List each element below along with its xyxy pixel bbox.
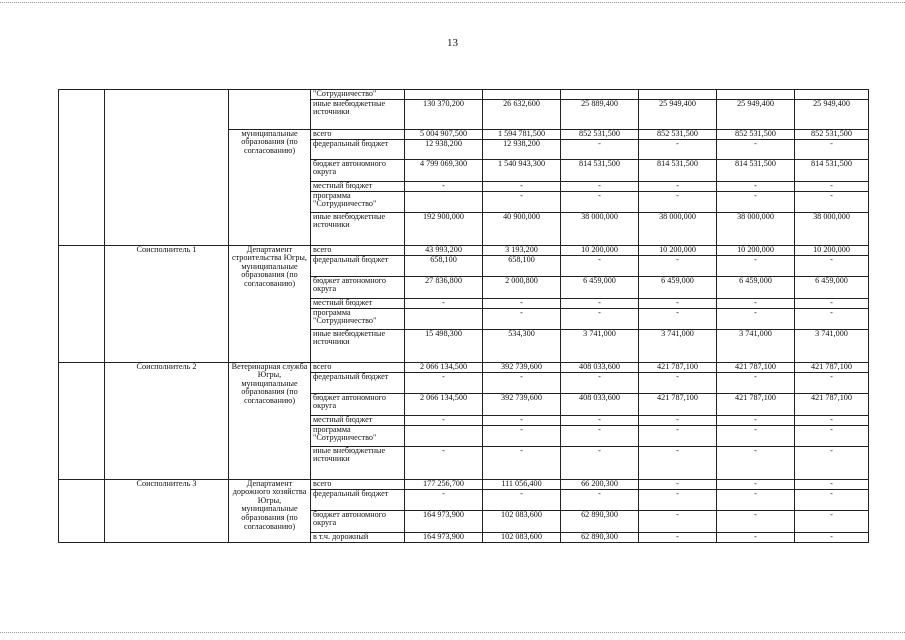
index-cell (59, 90, 105, 246)
executor-role-cell: Соисполнитель 3 (105, 479, 229, 542)
amount-cell: 658,100 (483, 255, 561, 276)
amount-cell: 421 787,100 (717, 393, 795, 415)
amount-cell: 4 799 069,300 (405, 159, 483, 181)
budget-table (58, 89, 869, 543)
funding-source-label: всего (311, 362, 405, 372)
amount-cell: - (405, 372, 483, 393)
amount-cell: 814 531,500 (561, 159, 639, 181)
amount-cell: - (483, 446, 561, 479)
amount-cell: 10 200,000 (639, 245, 717, 255)
amount-cell: 2 000,800 (483, 276, 561, 298)
amount-cell: 38 000,000 (795, 212, 869, 245)
amount-cell: 38 000,000 (561, 212, 639, 245)
amount-cell: - (483, 191, 561, 212)
amount-cell: - (717, 532, 795, 542)
funding-source-label: бюджет автономного округа (311, 159, 405, 181)
amount-cell: 814 531,500 (717, 159, 795, 181)
amount-cell: - (561, 425, 639, 446)
amount-cell: 852 531,500 (561, 129, 639, 139)
amount-cell: - (795, 139, 869, 159)
amount-cell: - (639, 181, 717, 191)
amount-cell: - (483, 415, 561, 425)
amount-cell (483, 90, 561, 100)
amount-cell: 408 033,600 (561, 393, 639, 415)
amount-cell: 164 973,900 (405, 510, 483, 532)
funding-source-label: "Сотрудничество" (311, 90, 405, 100)
index-cell (59, 479, 105, 542)
funding-source-label: местный бюджет (311, 298, 405, 308)
amount-cell: 164 973,900 (405, 532, 483, 542)
amount-cell: - (483, 298, 561, 308)
amount-cell: 12 938,200 (405, 139, 483, 159)
amount-cell: 421 787,100 (795, 362, 869, 372)
amount-cell: - (561, 372, 639, 393)
amount-cell: - (483, 372, 561, 393)
amount-cell: - (405, 415, 483, 425)
table-row (59, 90, 869, 100)
scan-edge-top (0, 2, 905, 4)
amount-cell: - (717, 489, 795, 510)
table-row (59, 362, 869, 372)
amount-cell (717, 90, 795, 100)
amount-cell: - (483, 308, 561, 329)
executor-role-cell: Соисполнитель 2 (105, 362, 229, 479)
amount-cell: - (639, 479, 717, 489)
amount-cell: 3 193,200 (483, 245, 561, 255)
funding-source-label: всего (311, 245, 405, 255)
funding-source-label: местный бюджет (311, 181, 405, 191)
index-cell (59, 245, 105, 362)
funding-source-label: бюджет автономного округа (311, 510, 405, 532)
amount-cell: - (639, 415, 717, 425)
funding-source-label: федеральный бюджет (311, 255, 405, 276)
page-number: 13 (447, 37, 458, 49)
amount-cell: - (639, 532, 717, 542)
amount-cell: - (795, 372, 869, 393)
funding-source-label: федеральный бюджет (311, 372, 405, 393)
amount-cell: - (405, 298, 483, 308)
amount-cell: - (561, 139, 639, 159)
funding-source-label: бюджет автономного округа (311, 393, 405, 415)
amount-cell: 192 900,000 (405, 212, 483, 245)
amount-cell: 392 739,600 (483, 362, 561, 372)
amount-cell: 12 938,200 (483, 139, 561, 159)
funding-source-label: иные внебюджетные источники (311, 329, 405, 362)
amount-cell: 852 531,500 (639, 129, 717, 139)
amount-cell: 3 741,000 (795, 329, 869, 362)
amount-cell: 15 498,300 (405, 329, 483, 362)
amount-cell: 421 787,100 (717, 362, 795, 372)
funding-source-label: иные внебюджетные источники (311, 212, 405, 245)
funding-source-label: бюджет автономного округа (311, 276, 405, 298)
participant-cell: Департамент дорожного хозяйства Югры, муниципальные образования (по согласованию) (229, 479, 311, 542)
amount-cell (405, 90, 483, 100)
amount-cell: 10 200,000 (717, 245, 795, 255)
amount-cell: - (405, 446, 483, 479)
amount-cell (639, 90, 717, 100)
amount-cell: 852 531,500 (717, 129, 795, 139)
funding-source-label: всего (311, 129, 405, 139)
funding-source-label: федеральный бюджет (311, 139, 405, 159)
amount-cell: 3 741,000 (639, 329, 717, 362)
amount-cell: 10 200,000 (561, 245, 639, 255)
funding-source-label: иные внебюджетные источники (311, 99, 405, 129)
participant-cell: Департамент строительства Югры, муниципальные образования (по согласованию) (229, 245, 311, 362)
participant-cell: муниципальные образования (по согласованию) (229, 129, 311, 245)
amount-cell: 5 004 907,500 (405, 129, 483, 139)
amount-cell: - (795, 532, 869, 542)
amount-cell: - (795, 255, 869, 276)
amount-cell (561, 90, 639, 100)
amount-cell: - (639, 489, 717, 510)
amount-cell: - (405, 181, 483, 191)
amount-cell: - (717, 255, 795, 276)
amount-cell: 27 836,800 (405, 276, 483, 298)
amount-cell: 421 787,100 (795, 393, 869, 415)
amount-cell: - (795, 425, 869, 446)
amount-cell: - (639, 191, 717, 212)
amount-cell: 852 531,500 (795, 129, 869, 139)
funding-source-label: программа "Сотрудничество" (311, 191, 405, 212)
amount-cell: - (561, 298, 639, 308)
amount-cell: - (795, 489, 869, 510)
amount-cell: - (639, 298, 717, 308)
amount-cell: 38 000,000 (717, 212, 795, 245)
amount-cell: 6 459,000 (795, 276, 869, 298)
amount-cell: - (483, 425, 561, 446)
amount-cell: - (795, 191, 869, 212)
amount-cell: 177 256,700 (405, 479, 483, 489)
amount-cell: - (795, 298, 869, 308)
amount-cell: 814 531,500 (795, 159, 869, 181)
amount-cell: 38 000,000 (639, 212, 717, 245)
amount-cell: 26 632,600 (483, 99, 561, 129)
amount-cell: 408 033,600 (561, 362, 639, 372)
amount-cell: - (561, 489, 639, 510)
amount-cell: - (717, 446, 795, 479)
amount-cell: 3 741,000 (717, 329, 795, 362)
funding-source-label: иные внебюджетные источники (311, 446, 405, 479)
amount-cell: 421 787,100 (639, 362, 717, 372)
amount-cell: - (717, 425, 795, 446)
amount-cell: - (561, 446, 639, 479)
amount-cell: - (483, 489, 561, 510)
amount-cell: - (561, 255, 639, 276)
amount-cell: - (717, 415, 795, 425)
amount-cell: - (639, 308, 717, 329)
amount-cell: 66 200,300 (561, 479, 639, 489)
amount-cell: 102 083,600 (483, 510, 561, 532)
amount-cell: 130 370,200 (405, 99, 483, 129)
table-row (59, 245, 869, 255)
amount-cell: - (639, 139, 717, 159)
funding-source-label: всего (311, 479, 405, 489)
table-row (59, 479, 869, 489)
amount-cell: 25 949,400 (795, 99, 869, 129)
funding-source-label: программа "Сотрудничество" (311, 308, 405, 329)
amount-cell: 62 890,300 (561, 532, 639, 542)
amount-cell: 25 889,400 (561, 99, 639, 129)
amount-cell: 658,100 (405, 255, 483, 276)
amount-cell: 392 739,600 (483, 393, 561, 415)
funding-source-label: федеральный бюджет (311, 489, 405, 510)
funding-source-label: в т.ч. дорожный (311, 532, 405, 542)
amount-cell: - (795, 479, 869, 489)
amount-cell: - (795, 308, 869, 329)
amount-cell: 1 540 943,300 (483, 159, 561, 181)
amount-cell: - (561, 191, 639, 212)
amount-cell: - (795, 510, 869, 532)
amount-cell (795, 90, 869, 100)
executor-role-cell (105, 90, 229, 246)
scan-edge-bottom (0, 632, 905, 634)
executor-role-cell: Соисполнитель 1 (105, 245, 229, 362)
amount-cell: 62 890,300 (561, 510, 639, 532)
amount-cell: - (717, 191, 795, 212)
amount-cell: - (717, 308, 795, 329)
amount-cell: 111 056,400 (483, 479, 561, 489)
amount-cell: 6 459,000 (561, 276, 639, 298)
amount-cell: - (639, 255, 717, 276)
amount-cell: 102 083,600 (483, 532, 561, 542)
participant-cell: Ветеринарная служба Югры, муниципальные образования (по согласованию) (229, 362, 311, 479)
amount-cell: 2 066 134,500 (405, 393, 483, 415)
amount-cell: - (639, 425, 717, 446)
index-cell (59, 362, 105, 479)
amount-cell: - (717, 181, 795, 191)
amount-cell: - (717, 139, 795, 159)
amount-cell: - (639, 372, 717, 393)
amount-cell: 3 741,000 (561, 329, 639, 362)
amount-cell: 6 459,000 (639, 276, 717, 298)
amount-cell: 43 993,200 (405, 245, 483, 255)
amount-cell: 6 459,000 (717, 276, 795, 298)
amount-cell: - (717, 479, 795, 489)
amount-cell: 814 531,500 (639, 159, 717, 181)
amount-cell: 10 200,000 (795, 245, 869, 255)
amount-cell: - (795, 415, 869, 425)
funding-source-label: местный бюджет (311, 415, 405, 425)
amount-cell: - (561, 415, 639, 425)
amount-cell: - (717, 372, 795, 393)
amount-cell: 25 949,400 (717, 99, 795, 129)
amount-cell: - (639, 446, 717, 479)
amount-cell: - (561, 181, 639, 191)
amount-cell: 1 594 781,500 (483, 129, 561, 139)
amount-cell: - (405, 489, 483, 510)
amount-cell: - (795, 181, 869, 191)
participant-cell (229, 90, 311, 130)
amount-cell: 25 949,400 (639, 99, 717, 129)
amount-cell: - (717, 510, 795, 532)
amount-cell (405, 425, 483, 446)
amount-cell: 421 787,100 (639, 393, 717, 415)
amount-cell (405, 191, 483, 212)
amount-cell: - (795, 446, 869, 479)
amount-cell (405, 308, 483, 329)
amount-cell: - (483, 181, 561, 191)
funding-source-label: программа "Сотрудничество" (311, 425, 405, 446)
amount-cell: - (561, 308, 639, 329)
amount-cell: - (717, 298, 795, 308)
amount-cell: 2 066 134,500 (405, 362, 483, 372)
amount-cell: 534,300 (483, 329, 561, 362)
amount-cell: - (639, 510, 717, 532)
amount-cell: 40 900,000 (483, 212, 561, 245)
